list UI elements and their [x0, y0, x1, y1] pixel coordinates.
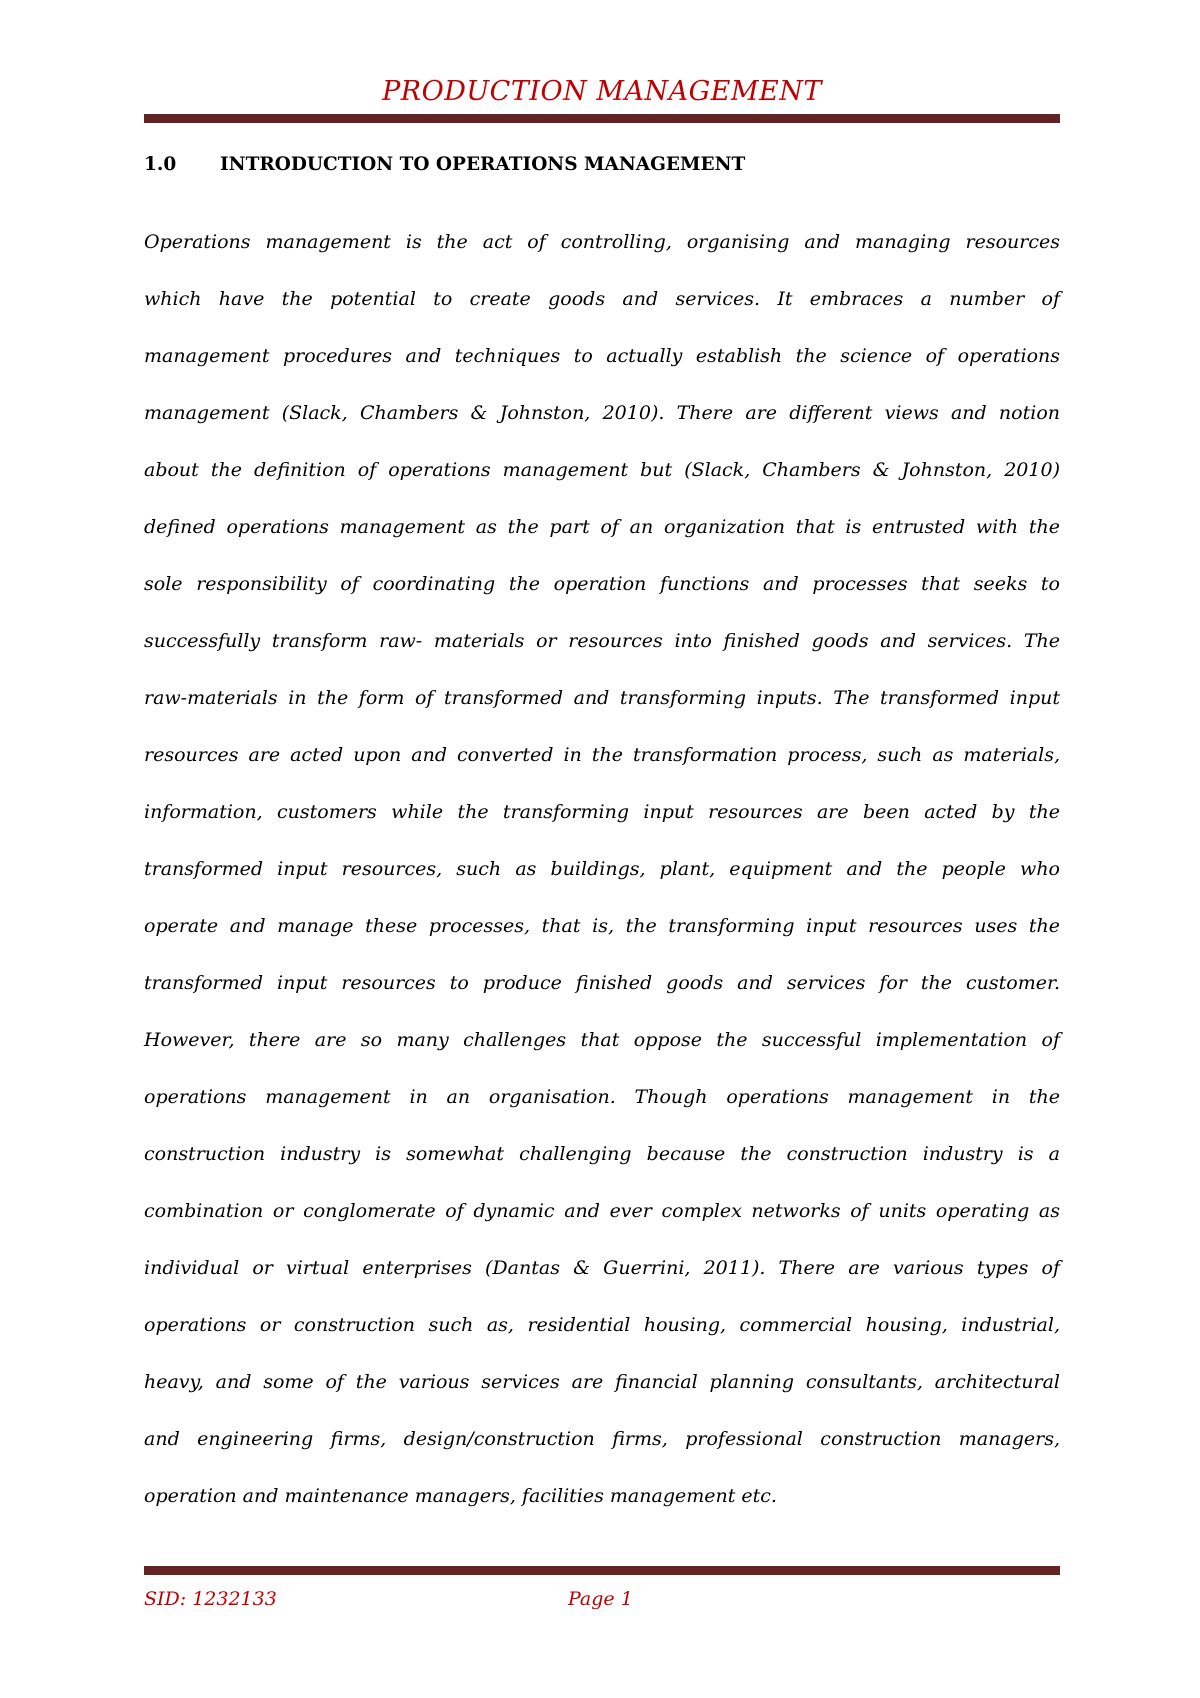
header-rule	[144, 114, 1060, 123]
paragraph-line: raw-materials in the form of transformed and transforming inputs. The transformed input	[144, 687, 1060, 709]
paragraph-line: management procedures and techniques to actually establish the science of operations	[144, 345, 1060, 367]
paragraph-line: sole responsibility of coordinating the operation functions and processes that seeks to	[144, 573, 1060, 595]
paragraph-line: individual or virtual enterprises (Dantas & Guerrini, 2011). There are various types of	[144, 1257, 1060, 1279]
paragraph-line: information, customers while the transforming input resources are been acted by the	[144, 801, 1060, 823]
paragraph-line: combination or conglomerate of dynamic and ever complex networks of units operating as	[144, 1200, 1060, 1222]
paragraph-line: Operations management is the act of controlling, organising and managing resources	[144, 231, 1060, 253]
paragraph-line: resources are acted upon and converted in the transformation process, such as materials,	[144, 744, 1060, 766]
body-paragraph	[144, 224, 1060, 1535]
footer-student-id: SID: 1232133	[144, 1588, 277, 1610]
paragraph-line: defined operations management as the part of an organization that is entrusted with the	[144, 516, 1060, 538]
paragraph-line: However, there are so many challenges that oppose the successful implementation of	[144, 1029, 1060, 1051]
paragraph-line: and engineering firms, design/construction firms, professional construction managers,	[144, 1428, 1060, 1450]
section-heading	[144, 151, 1060, 179]
paragraph-line: construction industry is somewhat challenging because the construction industry is a	[144, 1143, 1060, 1165]
paragraph-line: transformed input resources, such as buildings, plant, equipment and the people who	[144, 858, 1060, 880]
page-header-title: PRODUCTION MANAGEMENT	[382, 76, 822, 107]
section-title: INTRODUCTION TO OPERATIONS MANAGEMENT	[220, 154, 746, 175]
paragraph-line: transformed input resources to produce finished goods and services for the customer.	[144, 972, 1060, 994]
paragraph-line: heavy, and some of the various services are financial planning consultants, architectural	[144, 1371, 1060, 1393]
paragraph-line: which have the potential to create goods and services. It embraces a number of	[144, 288, 1060, 310]
paragraph-line: operation and maintenance managers, facilities management etc.	[144, 1485, 777, 1507]
section-number: 1.0	[144, 154, 177, 175]
footer-rule	[144, 1566, 1060, 1575]
footer-page-number: Page 1	[568, 1588, 633, 1610]
paragraph-line: operate and manage these processes, that is, the transforming input resources uses the	[144, 915, 1060, 937]
paragraph-line: about the definition of operations management but (Slack, Chambers & Johnston, 2010)	[144, 459, 1060, 481]
paragraph-line: operations or construction such as, residential housing, commercial housing, industrial,	[144, 1314, 1060, 1336]
paragraph-line: successfully transform raw- materials or resources into finished goods and services. The	[144, 630, 1060, 652]
paragraph-line: management (Slack, Chambers & Johnston, 2010). There are different views and notion	[144, 402, 1060, 424]
paragraph-line: operations management in an organisation. Though operations management in the	[144, 1086, 1060, 1108]
